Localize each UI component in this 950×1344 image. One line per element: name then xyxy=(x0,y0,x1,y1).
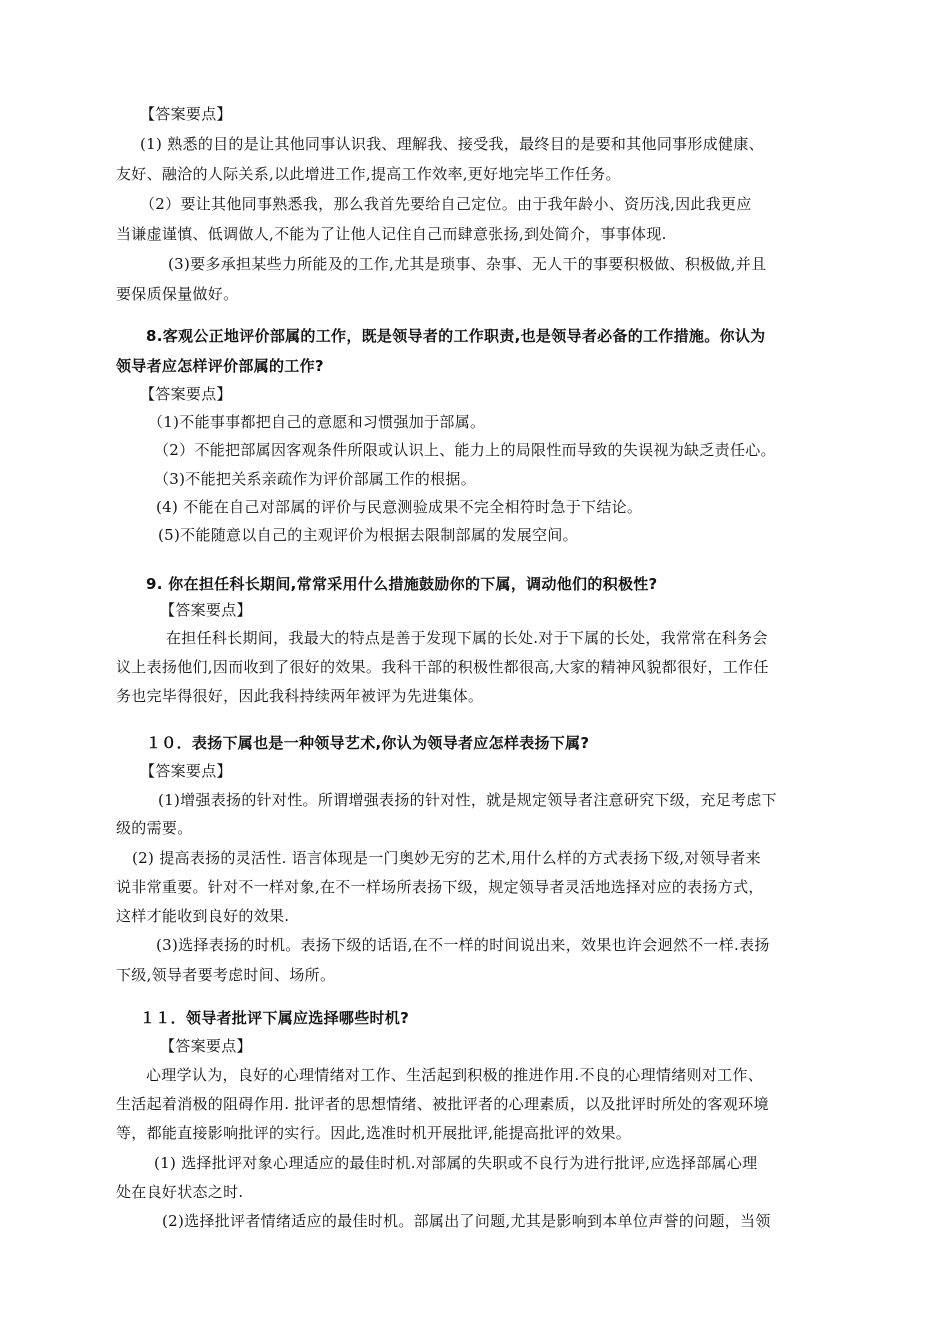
answer-heading: 【答案要点】 xyxy=(140,762,232,780)
paragraph-line: 要保质保量做好。 xyxy=(116,285,239,303)
paragraph-line: (3)要多承担某些力所能及的工作,尤其是琐事、杂事、无人干的事要积极做、积极做,并且 xyxy=(168,255,767,273)
paragraph-line: 务也完毕得很好，因此我科持续两年被评为先进集体。 xyxy=(116,687,484,705)
paragraph-line: 当谦虚谨慎、低调做人,不能为了让他人记住自己而肆意张扬,到处简介，事事体现. xyxy=(116,225,667,243)
paragraph-line: 议上表扬他们,因而收到了很好的效果。我科干部的积极性都很高,大家的精神风貌都很好，工作任 xyxy=(116,658,769,676)
answer-heading: 【答案要点】 xyxy=(160,1037,252,1055)
paragraph-line: 这样才能收到良好的效果. xyxy=(116,907,290,925)
paragraph-line: (2) 提高表扬的灵活性. 语言体现是一门奥妙无穷的艺术,用什么样的方式表扬下级,对领导者来 xyxy=(132,849,761,867)
list-item: (5)不能随意以自己的主观评价为根据去限制部属的发展空间。 xyxy=(158,526,578,544)
paragraph-line: (2)选择批评者情绪适应的最佳时机。部属出了问题,尤其是影响到本单位声誉的问题，当领 xyxy=(162,1212,771,1230)
paragraph-line: 处在良好状态之时. xyxy=(116,1183,244,1201)
answer-heading: 【答案要点】 xyxy=(140,385,232,403)
question-9: 9. 你在担任科长期间,常常采用什么措施鼓励你的下属，调动他们的积极性? xyxy=(146,575,658,593)
list-item: （2）不能把部属因客观条件所限或认识上、能力上的局限性而导致的失误视为缺乏责任心。 xyxy=(154,441,776,459)
paragraph-line: 下级,领导者要考虑时间、场所。 xyxy=(116,966,336,984)
question-8: 8.客观公正地评价部属的工作，既是领导者的工作职责,也是领导者必备的工作措施。你认为 xyxy=(146,327,766,345)
list-item: (4) 不能在自己对部属的评价与民意测验成果不完全相符时急于下结论。 xyxy=(156,498,643,516)
paragraph-line: 等，都能直接影响批评的实行。因此,选准时机开展批评,能提高批评的效果。 xyxy=(116,1124,632,1142)
paragraph-line: 心理学认为，良好的心理情绪对工作、生活起到积极的推进作用.不良的心理情绪则对工作、 xyxy=(146,1066,764,1084)
paragraph-line: 友好、融洽的人际关系,以此增进工作,提高工作效率,更好地完毕工作任务。 xyxy=(116,165,621,183)
question-11: １１．领导者批评下属应选择哪些时机? xyxy=(140,1009,410,1027)
paragraph-line: （2）要让其他同事熟悉我，那么我首先要给自己定位。由于我年龄小、资历浅,因此我更应 xyxy=(140,195,752,213)
paragraph-line: 说非常重要。针对不一样对象,在不一样场所表扬下级，规定领导者灵活地选择对应的表扬方式， xyxy=(116,878,764,896)
paragraph-line: (1) 熟悉的目的是让其他同事认识我、理解我、接受我，最终目的是要和其他同事形成健康、 xyxy=(140,135,764,153)
paragraph-line: 生活起着消极的阻碍作用. 批评者的思想情绪、被批评者的心理素质，以及批评时所处的客观环境 xyxy=(116,1095,769,1113)
question-10: １０．表扬下属也是一种领导艺术,你认为领导者应怎样表扬下属? xyxy=(146,734,590,752)
paragraph-line: (3)选择表扬的时机。表扬下级的话语,在不一样的时间说出来，效果也许会迥然不一样.表扬 xyxy=(156,936,770,954)
list-item: （1)不能事事都把自己的意愿和习惯强加于部属。 xyxy=(148,413,486,431)
question-8-cont: 领导者应怎样评价部属的工作? xyxy=(116,357,324,375)
answer-heading: 【答案要点】 xyxy=(140,105,232,123)
list-item: （3)不能把关系亲疏作为评价部属工作的根据。 xyxy=(154,470,476,488)
paragraph-line: (1) 选择批评对象心理适应的最佳时机.对部属的失职或不良行为进行批评,应选择部属心理 xyxy=(154,1154,758,1172)
answer-heading: 【答案要点】 xyxy=(160,601,252,619)
paragraph-line: 在担任科长期间，我最大的特点是善于发现下属的长处.对于下属的长处，我常常在科务会 xyxy=(166,629,768,647)
paragraph-line: (1)增强表扬的针对性。所谓增强表扬的针对性，就是规定领导者注意研究下级，充足考虑下 xyxy=(158,791,777,809)
paragraph-line: 级的需要。 xyxy=(116,819,193,837)
